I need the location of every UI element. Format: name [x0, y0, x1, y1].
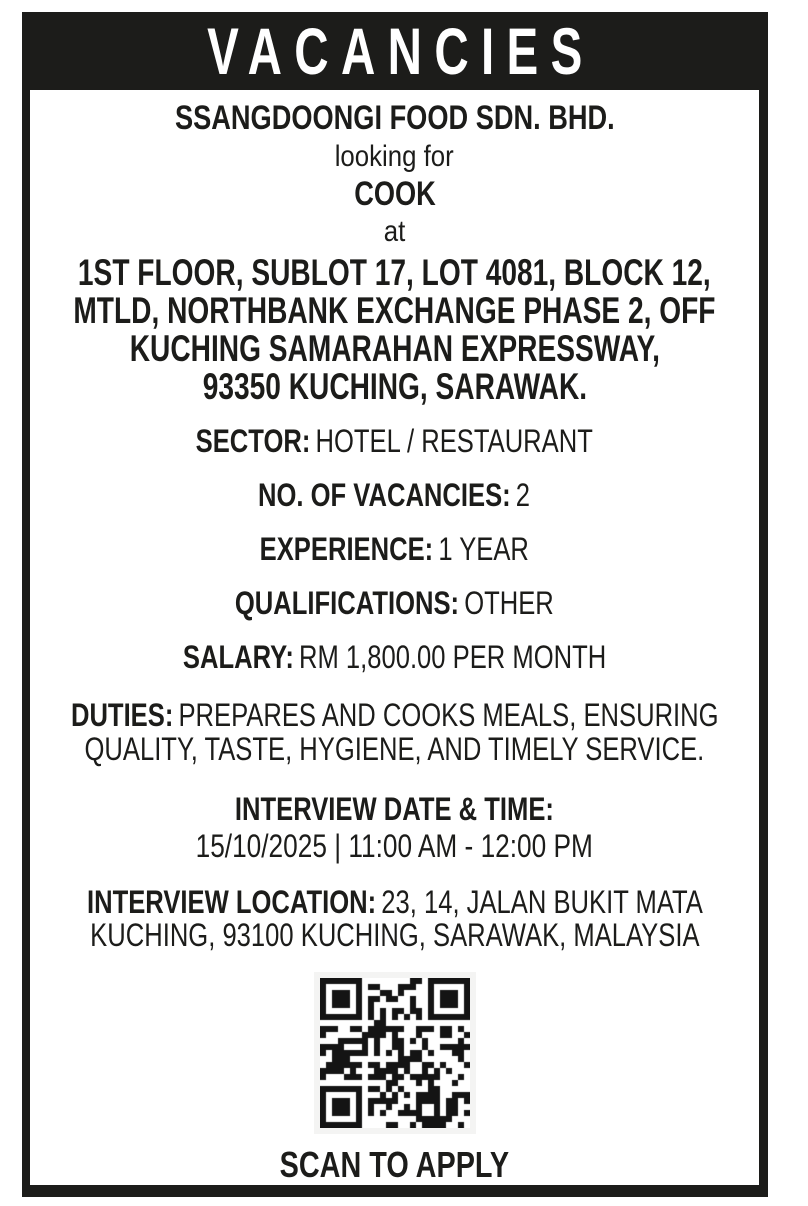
detail-experience — [259, 531, 530, 567]
detail-label: EXPERIENCE: — [259, 531, 434, 567]
address-line: MTLD, NORTHBANK EXCHANGE PHASE 2, OFF — [73, 290, 716, 331]
address-line: 93350 KUCHING, SARAWAK. — [202, 366, 587, 407]
detail-value: 1 YEAR — [438, 531, 530, 567]
company-name: SSANGDOONGI FOOD SDN. BHD. — [174, 99, 615, 137]
detail-label: QUALIFICATIONS: — [235, 585, 460, 621]
detail-label: SALARY: — [182, 639, 294, 675]
vacancy-ad — [22, 12, 768, 1197]
duties-value-1: PREPARES AND COOKS MEALS, ENSURING — [178, 697, 719, 733]
page-title: VACANCIES — [206, 14, 595, 88]
duties-section — [0, 698, 799, 766]
detail-value: OTHER — [464, 585, 554, 621]
detail-label: NO. OF VACANCIES: — [258, 477, 512, 513]
location-line-1 — [87, 886, 703, 919]
interview-datetime-value: 15/10/2025 | 11:00 AM - 12:00 PM — [195, 828, 594, 864]
location-label: INTERVIEW LOCATION: — [86, 884, 376, 920]
detail-qualifications — [235, 585, 554, 621]
address-line: 1ST FLOOR, SUBLOT 17, LOT 4081, BLOCK 12, — [78, 252, 711, 293]
detail-salary — [182, 639, 607, 675]
job-position: COOK — [353, 175, 436, 213]
detail-value: 2 — [516, 477, 531, 513]
interview-datetime-label: INTERVIEW DATE & TIME: — [234, 791, 555, 827]
duties-line-1 — [71, 698, 719, 732]
detail-value: RM 1,800.00 PER MONTH — [298, 639, 607, 675]
duties-label: DUTIES: — [70, 697, 174, 733]
location-value-1: 23, 14, JALAN BUKIT MATA — [380, 884, 703, 920]
vacancies-banner — [30, 12, 759, 90]
location-line-2: KUCHING, 93100 KUCHING, SARAWAK, MALAYSIA — [89, 917, 700, 953]
address-line: KUCHING SAMARAHAN EXPRESSWAY, — [129, 328, 660, 369]
detail-vacancies — [258, 477, 531, 513]
detail-sector — [195, 423, 594, 459]
looking-for-text: looking for — [334, 140, 455, 173]
workplace-address — [0, 254, 808, 406]
at-text: at — [383, 215, 406, 248]
scan-to-apply-caption: SCAN TO APPLY — [279, 1144, 510, 1185]
ad-content — [30, 90, 759, 1186]
interview-location-section — [10, 886, 780, 952]
detail-value: HOTEL / RESTAURANT — [315, 423, 594, 459]
qr-code-container — [314, 972, 476, 1134]
detail-label: SECTOR: — [195, 423, 311, 459]
qr-code — [320, 978, 470, 1128]
duties-line-2: QUALITY, TASTE, HYGIENE, AND TIMELY SERVICE. — [84, 731, 705, 767]
